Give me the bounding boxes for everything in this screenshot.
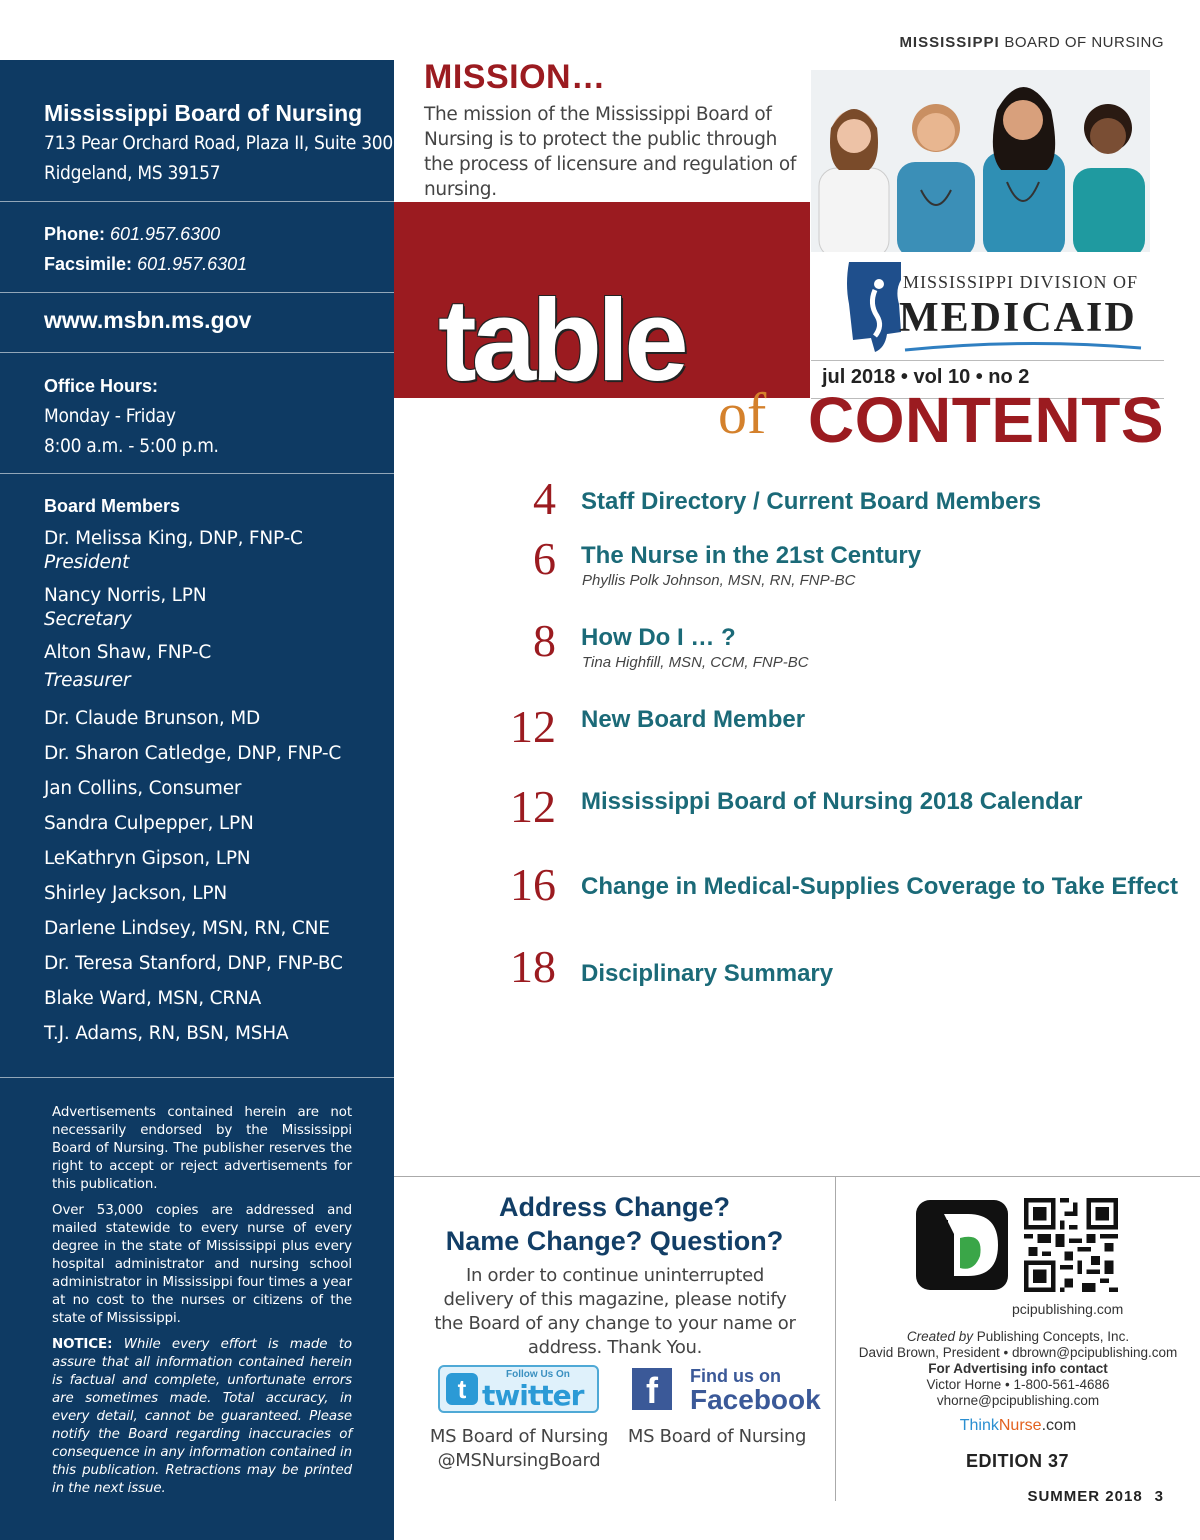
board-member (44, 584, 394, 632)
facebook-icon[interactable]: f (632, 1368, 672, 1410)
office-hours-label: Office Hours: (44, 376, 159, 396)
thinknurse-nurse: Nurse (998, 1417, 1042, 1434)
address-line-2: Ridgeland, MS 39157 (44, 162, 221, 184)
twitter-follow-text: Follow Us On (506, 1369, 570, 1380)
pci-logo-icon (914, 1198, 1010, 1292)
board-member (44, 987, 394, 1011)
mission-text: The mission of the Mississippi Board of Nursing is to protect the public through the process of licensure and regulation of nursing. (424, 104, 797, 200)
toc-title[interactable]: How Do I … ? (581, 624, 736, 651)
advertising-disclaimer: Advertisements contained herein are not necessarily endorsed by the Mississippi Board of Nursing. The publisher reserves the right to accept or reject advertisements for this publication. (52, 1105, 352, 1192)
toc-page-number: 8 (533, 615, 556, 666)
board-member (44, 847, 394, 871)
toc-heading-contents: CONTENTS (808, 384, 1164, 456)
notice-paragraph (52, 1336, 352, 1498)
toc-page-number: 12 (510, 781, 556, 832)
toc-title[interactable]: Mississippi Board of Nursing 2018 Calendar (581, 788, 1083, 815)
member-name: Nancy Norris, LPN (44, 585, 207, 606)
qr-code-icon[interactable] (1024, 1198, 1118, 1292)
member-name: Shirley Jackson, LPN (44, 883, 227, 904)
issue-rule-top (811, 360, 1164, 361)
advertising-contact: Victor Horne • 1-800-561-4686 (926, 1377, 1110, 1392)
board-member (44, 882, 394, 906)
page-folio (1027, 1488, 1164, 1505)
contact-block (0, 202, 394, 293)
twitter-handle[interactable]: @MSNursingBoard (437, 1450, 601, 1471)
publication-notes (52, 1104, 352, 1506)
toc-title[interactable]: Disciplinary Summary (581, 960, 834, 987)
twitter-wordmark: twitter (482, 1379, 584, 1412)
board-member (44, 812, 394, 836)
member-name: LeKathryn Gipson, LPN (44, 848, 251, 869)
nurses-photo (811, 70, 1150, 252)
mission-title: MISSION… (424, 58, 606, 96)
board-members-block (0, 474, 394, 1078)
edition-number: EDITION 37 (966, 1451, 1070, 1471)
member-name: Darlene Lindsey, MSN, RN, CNE (44, 918, 330, 939)
board-member (44, 952, 394, 976)
facebook-find-text: Find us on (690, 1366, 781, 1386)
office-hours-days: Monday - Friday (44, 405, 176, 427)
member-name: T.J. Adams, RN, BSN, MSHA (44, 1023, 289, 1044)
advertising-email[interactable]: vhorne@pcipublishing.com (936, 1393, 1100, 1408)
folio-issue: SUMMER 2018 (1027, 1488, 1143, 1505)
member-role: Treasurer (44, 670, 131, 691)
twitter-badge[interactable] (438, 1365, 599, 1413)
toc-page-number: 4 (533, 473, 556, 524)
board-member (44, 1022, 394, 1046)
president-line: David Brown, President • dbrown@pcipublishing.com (858, 1345, 1178, 1360)
publisher-credits (836, 1329, 1200, 1409)
toc-author: Tina Highfill, MSN, CCM, FNP-BC (582, 654, 809, 671)
toc-title[interactable]: Change in Medical-Supplies Coverage to Take Effect (581, 873, 1179, 900)
notice-label: NOTICE: (52, 1337, 113, 1352)
address-block (0, 60, 394, 202)
member-name: Dr. Teresa Stanford, DNP, FNP-BC (44, 953, 343, 974)
medicaid-top-line: MISSISSIPPI DIVISION OF (903, 272, 1139, 292)
twitter-caption (424, 1425, 614, 1473)
toc-heading-table: table (438, 275, 684, 405)
toc-page-number: 18 (510, 941, 556, 992)
medicaid-logo (811, 256, 1164, 358)
board-member (44, 641, 394, 693)
issue-info: jul 2018 • vol 10 • no 2 (822, 366, 1030, 388)
website-link[interactable]: www.msbn.ms.gov (0, 293, 394, 353)
advertising-label-text: For Advertising info contact (928, 1361, 1108, 1376)
member-name: Sandra Culpepper, LPN (44, 813, 254, 834)
toc-title[interactable]: The Nurse in the 21st Century (581, 542, 922, 569)
publisher-name: Publishing Concepts, Inc. (976, 1329, 1130, 1344)
twitter-icon: t (446, 1373, 478, 1405)
phone-number[interactable]: 601.957.6300 (110, 224, 221, 244)
toc-page-number: 12 (510, 701, 556, 752)
thinknurse-link[interactable] (836, 1417, 1200, 1435)
running-header-bold: MISSISSIPPI (899, 34, 1000, 51)
board-member (44, 707, 394, 731)
toc-author: Phyllis Polk Johnson, MSN, RN, FNP-BC (582, 572, 856, 589)
medicaid-swoosh (903, 340, 1143, 354)
medicaid-wordmark: MEDICAID (899, 295, 1137, 341)
office-hours-time: 8:00 a.m. - 5:00 p.m. (44, 435, 219, 457)
member-name: Alton Shaw, FNP-C (44, 642, 212, 663)
notice-text: While every effort is made to assure that all information contained herein is factual and complete, unfortunate errors are sometimes made. Total accuracy, in every detail, cannot be guaranteed. Please notify the Board regarding inaccuracies of consequence in any information contained in this publication. Retractions may be printed in the next issue. (52, 1337, 352, 1496)
member-name: Blake Ward, MSN, CRNA (44, 988, 262, 1009)
address-line-1: 713 Pear Orchard Road, Plaza II, Suite 300 (44, 132, 393, 154)
board-member (44, 742, 394, 766)
board-members-label: Board Members (44, 496, 181, 516)
toc-title[interactable]: New Board Member (581, 706, 806, 733)
folio-page-number: 3 (1154, 1488, 1164, 1505)
created-by-line (836, 1329, 1200, 1345)
toc-page-number: 6 (533, 533, 556, 584)
address-change-body: In order to continue uninterrupted delivery of this magazine, please notify the Board of any change to your name or address. Thank You. (434, 1265, 796, 1358)
phone-label: Phone: (44, 224, 105, 244)
toc-heading-of: of (718, 381, 767, 446)
office-hours-block (0, 353, 394, 474)
member-name: Dr. Claude Brunson, MD (44, 708, 261, 729)
toc-title[interactable]: Staff Directory / Current Board Members (581, 488, 1042, 515)
sidebar (0, 60, 394, 1540)
facebook-caption: MS Board of Nursing (627, 1426, 807, 1447)
address-change-line2: Name Change? Question? (445, 1226, 784, 1256)
member-name: Dr. Melissa King, DNP, FNP-C (44, 528, 303, 549)
address-change-heading (394, 1190, 835, 1258)
org-name: Mississippi Board of Nursing (44, 100, 363, 126)
member-name: Jan Collins, Consumer (44, 778, 242, 799)
running-header-rest: BOARD OF NURSING (1004, 34, 1164, 51)
advertising-label (836, 1361, 1200, 1377)
bottom-divider (394, 1176, 1200, 1177)
address-change-line1: Address Change? (498, 1192, 731, 1222)
running-header (899, 34, 1164, 51)
thinknurse-think: Think (959, 1417, 999, 1434)
member-role: Secretary (44, 609, 132, 630)
facebook-wordmark[interactable]: Facebook (690, 1384, 821, 1415)
nurses-illustration (811, 70, 1150, 252)
member-role: President (44, 552, 130, 573)
fax-label: Facsimile: (44, 254, 133, 274)
created-by-label: Created by (906, 1329, 973, 1344)
fax-number: 601.957.6301 (137, 254, 248, 274)
board-member (44, 917, 394, 941)
circulation-note: Over 53,000 copies are addressed and mailed statewide to every nurse of every degree in the state of Mississippi plus every hospital administrator and nursing school administrator in Mississippi four times a year at no cost to the nurses or citizens of the state of Mississippi. (52, 1203, 352, 1326)
toc-page-number: 16 (510, 859, 556, 910)
fax-row (44, 249, 394, 279)
member-name: Dr. Sharon Catledge, DNP, FNP-C (44, 743, 342, 764)
pci-website[interactable]: pcipublishing.com (1012, 1301, 1124, 1317)
twitter-account-name: MS Board of Nursing (429, 1426, 609, 1447)
board-member (44, 527, 394, 575)
phone-row (44, 219, 394, 249)
thinknurse-dotcom: .com (1041, 1417, 1077, 1434)
board-member (44, 777, 394, 801)
